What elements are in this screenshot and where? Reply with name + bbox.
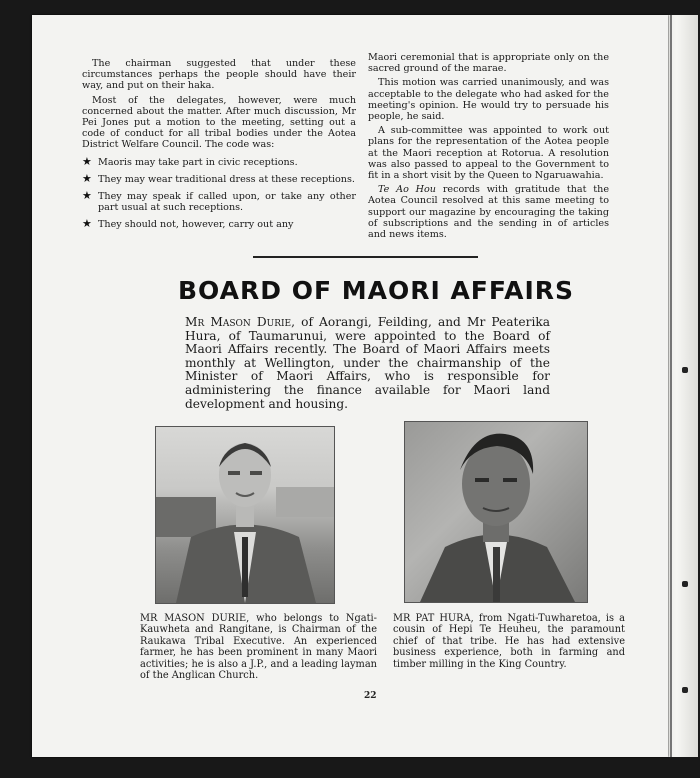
portrait-illustration [156, 427, 334, 603]
list-item: ★ Maoris may take part in civic receptions. [82, 154, 298, 168]
magazine-title: Te Ao Hou [378, 184, 436, 196]
list-item: ★ They should not, however, carry out any [82, 217, 294, 231]
article-intro: Mr Mason Durie, of Aorangi, Feilding, and Mr Peaterika Hura, of Taumarunui, were appointed to the Board of Maori Affairs recently. The Board of Maori Affairs meets monthly at Wellington, under the chairmanship of the Minister of Maori Affairs, who is responsible for administering the finance available for Maori land development and housing. [185, 315, 550, 411]
right-column [368, 52, 609, 243]
star-icon: ★ [82, 189, 92, 203]
star-icon: ★ [82, 154, 92, 168]
star-icon: ★ [82, 171, 92, 185]
page-number: 22 [364, 691, 377, 701]
right-paragraph-1: Maori ceremonial that is appropriate only on the sacred ground of the marae. [368, 52, 609, 75]
intro-name: Mr Mason Durie [185, 315, 292, 329]
list-item: ★ They may wear traditional dress at these receptions. [82, 171, 355, 185]
adjacent-page-edge [668, 15, 698, 757]
caption-mason-durie: MR MASON DURIE, who belongs to Ngati-Kauwheta and Rangitane, is Chairman of the Raukawa Tribal Executive. An experienced farmer, he has been prominent in many Maori activities; he is also a J.P., and a leading layman of the Anglican Church. [140, 613, 377, 682]
portrait-illustration [405, 422, 587, 602]
edge-mark [682, 367, 688, 373]
left-paragraph-2: Most of the delegates, however, were much concerned about the matter. After much discussion, Mr Pei Jones put a motion to the meeting, setting out a code of conduct for all tribal bodies under the Aotea District Welfare Council. The code was: [82, 94, 356, 151]
right-paragraph-2: This motion was carried unanimously, and was acceptable to the delegate who had asked for the meeting's opinion. He would try to persuade his people, he said. [368, 77, 609, 123]
code-of-conduct-list [82, 154, 356, 231]
left-paragraph-1: The chairman suggested that under these circumstances perhaps the people should have their way, and put on their haka. [82, 58, 356, 92]
section-divider [253, 256, 478, 258]
edge-mark [682, 687, 688, 693]
left-column [82, 58, 356, 237]
article-headline: BOARD OF MAORI AFFAIRS [178, 276, 574, 305]
list-item: ★ They may speak if called upon, or take any other part usual at such receptions. [82, 189, 356, 214]
photo-mason-durie [155, 426, 335, 604]
right-paragraph-4: Te Ao Hou records with gratitude that the Aotea Council resolved at this same meeting to support our magazine by encouraging the taking of subscriptions and the sending in of articles and news items. [368, 184, 609, 241]
caption-pat-hura: MR PAT HURA, from Ngati-Tuwharetoa, is a cousin of Hepi Te Heuheu, the paramount chief of that tribe. He has had extensive business experience, both in farming and timber milling in the King Country. [393, 613, 625, 670]
edge-mark [682, 581, 688, 587]
right-paragraph-3: A sub-committee was appointed to work out plans for the representation of the Aotea people at the Maori reception at Rotorua. A resolution was also passed to appeal to the Government to fit in a short visit by the Queen to Ngaruawahia. [368, 125, 609, 182]
photo-pat-hura [404, 421, 588, 603]
star-icon: ★ [82, 217, 92, 231]
